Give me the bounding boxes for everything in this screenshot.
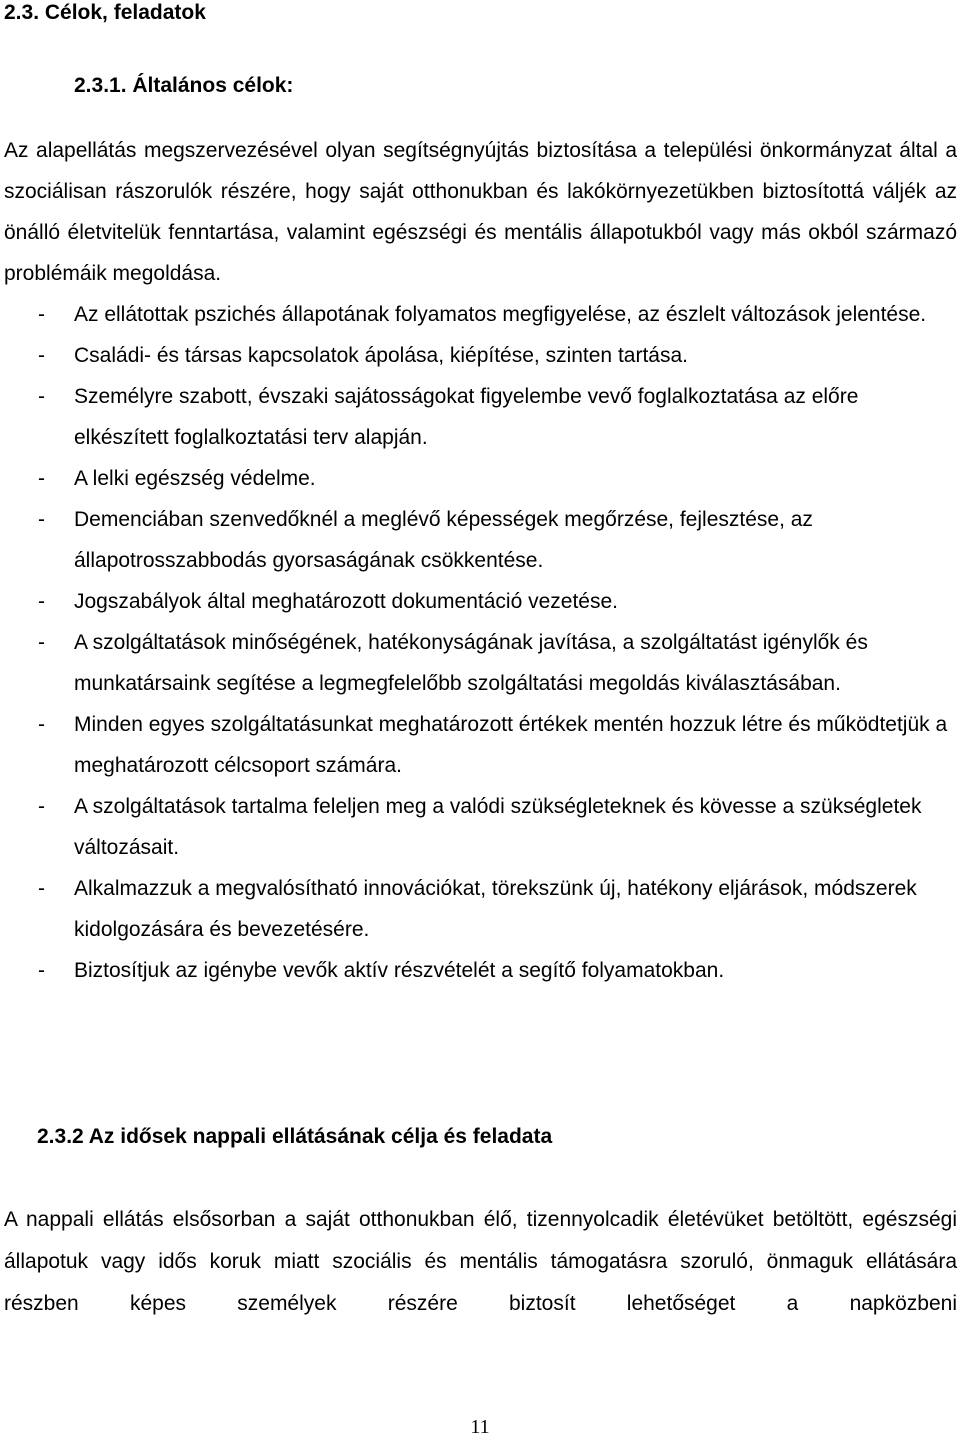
list-item-text: Személyre szabott, évszaki sajátosságokat figyelembe vevő foglalkoztatása az előre elkészített foglalkoztatási terv alapján. xyxy=(74,385,859,449)
list-item-text: Családi- és társas kapcsolatok ápolása, kiépítése, szinten tartása. xyxy=(74,344,688,367)
list-item-text: Minden egyes szolgáltatásunkat meghatározott értékek mentén hozzuk létre és működtetjük a meghatározott célcsoport számára. xyxy=(74,713,948,777)
bullet-dash: - xyxy=(38,385,45,408)
bullet-dash: - xyxy=(38,959,45,982)
list-item xyxy=(4,786,957,868)
subsection-heading-day-care: 2.3.2 Az idősek nappali ellátásának célja és feladata xyxy=(37,1125,553,1148)
general-goals-intro-paragraph: Az alapellátás megszervezésével olyan segítségnyújtás biztosítása a települési önkormányzat által a szociálisan rászorulók részére, hogy saját otthonukban és lakókörnyezetükben biztosítottá váljék az önálló életvitelük fenntartása, valamint egészségi és mentális állapotukból vagy más okból származó problémáik megoldása. xyxy=(4,139,957,285)
general-goals-list xyxy=(4,294,957,991)
page-number: 11 xyxy=(470,1416,490,1438)
bullet-dash: - xyxy=(38,590,45,613)
list-item xyxy=(4,499,957,581)
list-item-text: Biztosítjuk az igénybe vevők aktív részvételét a segítő folyamatokban. xyxy=(74,959,725,982)
bullet-dash: - xyxy=(38,508,45,531)
list-item-text: Jogszabályok által meghatározott dokumentáció vezetése. xyxy=(74,590,618,613)
list-item xyxy=(4,581,957,622)
list-item xyxy=(4,868,957,950)
bullet-dash: - xyxy=(38,303,45,326)
bullet-dash: - xyxy=(38,344,45,367)
section-heading: 2.3. Célok, feladatok xyxy=(4,1,206,24)
list-item xyxy=(4,376,957,458)
day-care-paragraph: A nappali ellátás elsősorban a saját otthonukban élő, tizennyolcadik életévüket betöltött, egészségi állapotuk vagy idős koruk miatt szociális és mentális támogatásra szoruló, önmaguk ellátására részben képes személyek részére biztosít lehetőséget a napközbeni xyxy=(4,1208,957,1315)
bullet-dash: - xyxy=(38,877,45,900)
list-item-text: A lelki egészség védelme. xyxy=(74,467,316,490)
list-item-text: A szolgáltatások tartalma feleljen meg a valódi szükségleteknek és kövesse a szükségletek változásait. xyxy=(74,795,922,859)
list-item xyxy=(4,294,957,335)
list-item-text: Demenciában szenvedőknél a meglévő képességek megőrzése, fejlesztése, az állapotrosszabbodás gyorsaságának csökkentése. xyxy=(74,508,813,572)
bullet-dash: - xyxy=(38,795,45,818)
list-item-text: Alkalmazzuk a megvalósítható innovációkat, törekszünk új, hatékony eljárások, módszerek kidolgozására és bevezetésére. xyxy=(74,877,917,941)
list-item-text: A szolgáltatások minőségének, hatékonyságának javítása, a szolgáltatást igénylők és munkatársaink segítése a legmegfelelőbb szolgáltatási megoldás kiválasztásában. xyxy=(74,631,868,695)
list-item-text: Az ellátottak pszichés állapotának folyamatos megfigyelése, az észlelt változások jelentése. xyxy=(74,303,927,326)
list-item xyxy=(4,950,957,991)
bullet-dash: - xyxy=(38,713,45,736)
bullet-dash: - xyxy=(38,467,45,490)
list-item xyxy=(4,622,957,704)
list-item xyxy=(4,335,957,376)
bullet-dash: - xyxy=(38,631,45,654)
subsection-heading-general-goals: 2.3.1. Általános célok: xyxy=(74,74,294,97)
list-item xyxy=(4,704,957,786)
list-item xyxy=(4,458,957,499)
